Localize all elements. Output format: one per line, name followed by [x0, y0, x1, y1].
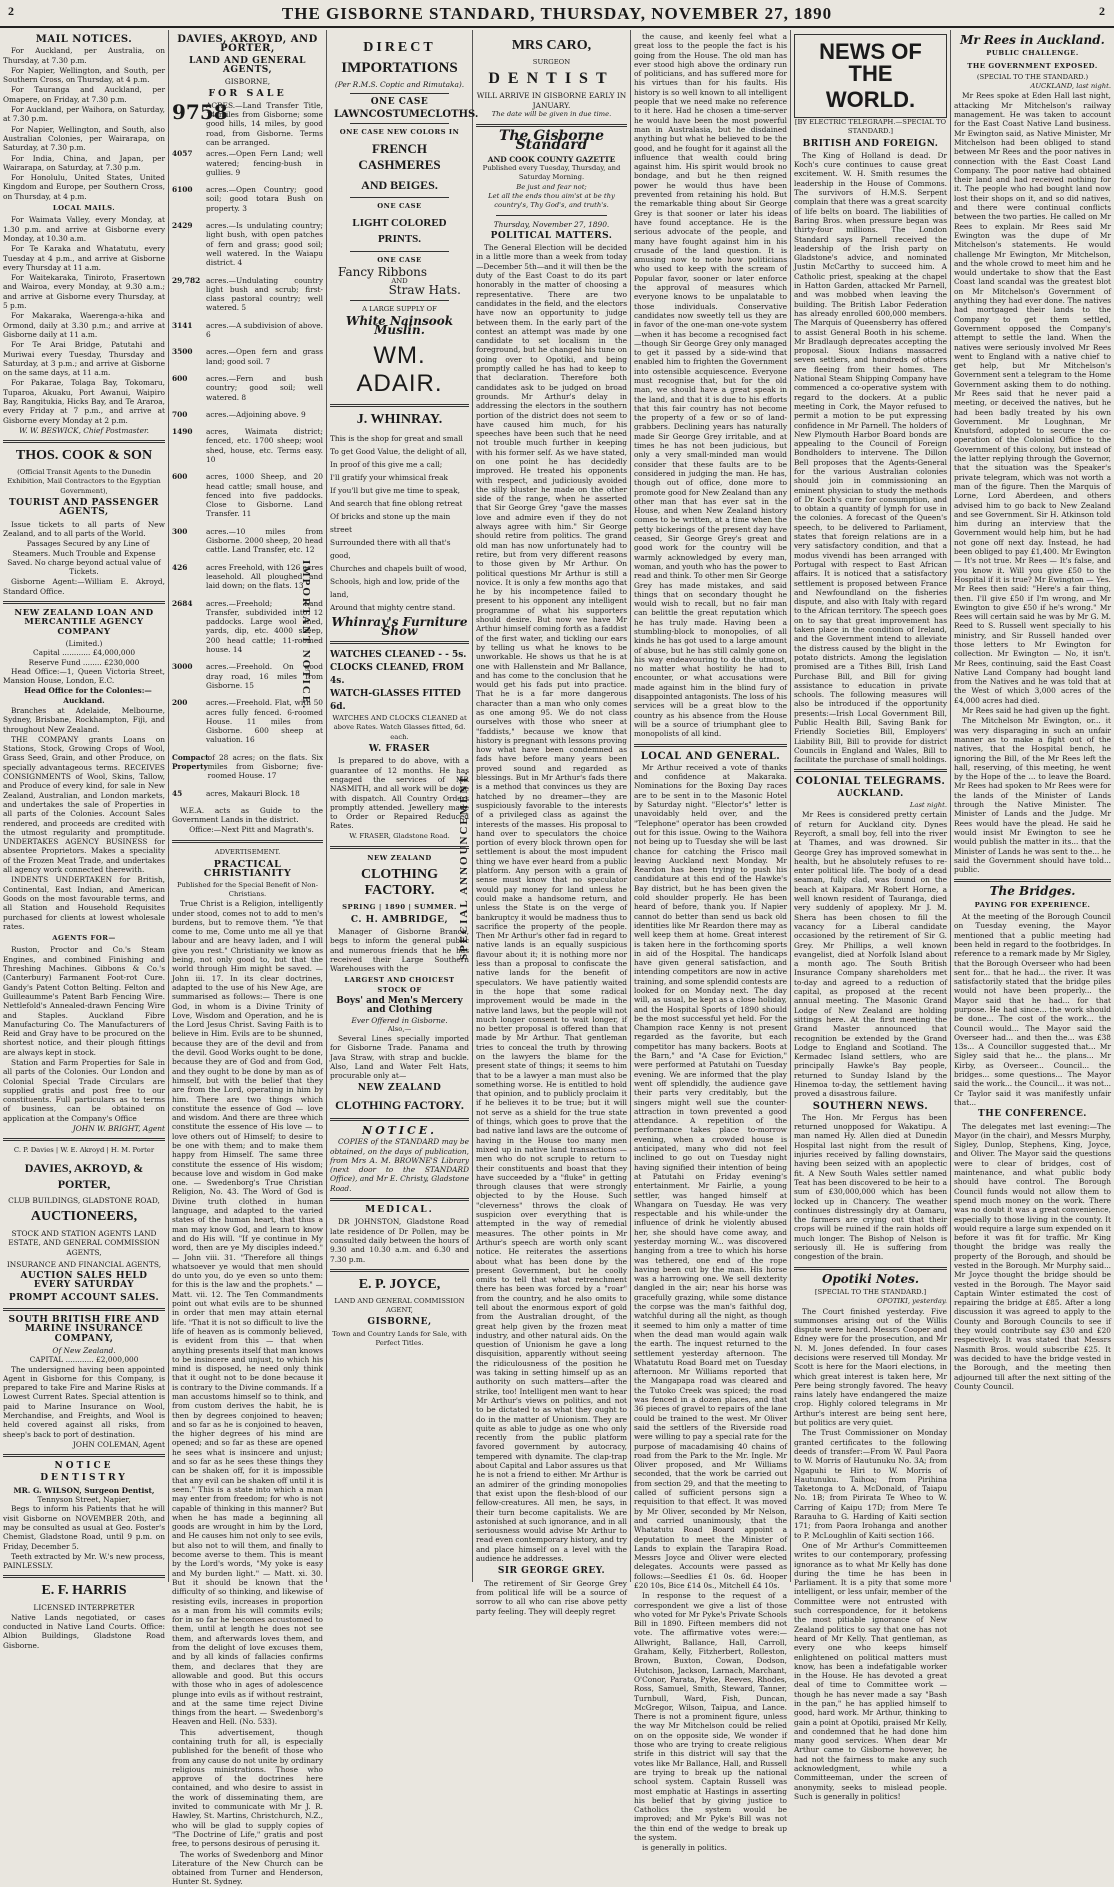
fraser-body: Is prepared to do above, with a guarantee of 12 months. He has engaged the services of MR NASMITH, and all work will be done with dispatch. All Country Orders promptly attended. Jewellery made to Order or Repaired Reduced Rates. [330, 756, 469, 831]
nzloan-title: NEW ZEALAND LOAN AND MERCANTILE AGENCY COMPANY [14, 608, 154, 637]
published-line: Published every Tuesday, Thursday, and Saturday Morning. [482, 164, 621, 182]
auckland-last-night: AUCKLAND, last night. [1030, 82, 1111, 91]
poem-line: And search that fine oblong retreat [330, 498, 463, 508]
whinray-name: J. WHINRAY. [356, 411, 443, 427]
mail-item: For Waimata Valley, every Monday, at 1.30 p.m. and arrive at Gisborne every Monday, at 10.30 a.m. [3, 215, 165, 243]
mail-notices-heading: MAIL NOTICES. [35, 34, 133, 45]
clothing-factory-title-2: CLOTHING FACTORY. [335, 1097, 464, 1112]
office-note: Office:—Next Pitt and Magrath's. [189, 825, 314, 835]
caro-surgeon: SURGEON [532, 58, 571, 66]
column-5 [631, 32, 790, 1853]
price-line: WATCHES CLEANED - - 5s. [330, 650, 467, 661]
rees-heading: Mr Rees in Auckland. [960, 33, 1105, 47]
and-beiges: AND BEIGES. [361, 178, 438, 193]
copies-notice: COPIES of the STANDARD may be obtained, on the days of publication, from Mrs A. M. BROWNE'S Library (next door to the STANDARD Office), and Mr E. Christy, Gladstone Road. [330, 1137, 469, 1193]
divider [496, 215, 607, 216]
local-general-body-2: In response to the request of a correspondent we give a list of those who voted for Mr Pyke's Private Schools Bill in 1890. Fifteen members did not vote. The affirmative votes were:—Allwright, Ballance, Hall, Carroll, Graham, Kelly, Fitzherbert, Rolleston, Brown, Buxton, Cowan, Dodson, Hutchison, Jackson, Larnach, Marchant, O'Conor, Parata, Pyke, Reeves, Rhodes, Ross, Samuel, Smith, Steward, Tanner, Turnbull, Ward, Fish, Duncan, McGregor, Wilson, Taipua, and Lance. There is not a prominent figure, unless the way Mr Mitchelson could be relied on on the opposite side, We wonder if those who are trying to create religious strife in this district will say that the votes like Mr Ballance, Hall, and Russell are trying to break up the national school system. Captain Russell was most emphatic at Hastings in asserting his belief that by giving justice to Catholics the system would be improved; and Mr Pyke's Bill was not the thin end of the wedge to break up the system. [634, 1591, 787, 1842]
nz-clothing-heading-2: NEW ZEALAND [357, 1082, 442, 1093]
dentistry-heading: DENTISTRY [40, 1473, 128, 1484]
mail-item: For Napier, Wellington, and South, per Southern Cross, on Thursday, at 4 p.m. [3, 65, 165, 85]
joyce-name: E. P. JOYCE, [358, 1276, 441, 1292]
divider [3, 601, 165, 604]
divider [350, 251, 449, 252]
column-1 [0, 32, 168, 1650]
price-line: CLOCKS CLEANED, FROM 4s. [330, 663, 464, 687]
land-item: 3141 acres.—A subdivision of above. 6 [172, 320, 323, 340]
divider [330, 846, 469, 849]
nainsook-muslin: White Nainsook Muslin. [345, 313, 454, 338]
ambridge-body: Manager of Gisborne Branch, begs to inform the general public and numerous friends that he has received their Large Southern Warehouses with the [330, 926, 469, 974]
divider [3, 440, 165, 443]
poem-line: Of bricks and stone up the main street [330, 511, 451, 534]
mail-item: For Honolulu, United States, United Kingdom and Europe, per Southern Cross, on Thursday, at 4 p.m. [3, 173, 165, 201]
large-supply: A LARGE SUPPLY OF [362, 304, 437, 313]
cook-body: Issue tickets to all parts of New Zealand, and to all parts of the World. [3, 519, 165, 538]
poem-line: Schools, high and low, pride of the land, [330, 576, 460, 599]
local-general-body: Mr Arthur received a vote of thanks and confidence at Makaraka. Nominations for the Boxing Day races are to be sent in to the Masonic Hotel by Saturday night. "Elector's" letter is unavoidably held over, and the "Telephone" operator has been crowded out for this issue. Owing to the Waihora not being up to Tuesday she will be last chance for catching the Frisco mail leaving Auckland next Monday. Mr Reardon has been trying to push his candidature at this end of the Hawke's Bay district, but he has been given the cold shoulder properly. He has been heard of before, thank you. If Napier cannot do better than send us back old identities like Mr Reardon there may as well keep them at home. Great interest is taken here in the forthcoming sports in aid of the Hospital. The handicaps have given general satisfaction, and intending competitors are now in active training, and some splendid contests are looked for on Monday next. The day will, as usual, be kept as a close holiday, and the Hospital Sports of 1890 should be the most successful yet held. For the Champion race Kenny is not present regarded as the favorite, but each competitor has many backers. Boots at the Barn," and "A Case for Eviction," were performed at Patutahi on Tuesday evening. We are informed that the play went off splendidly, the audience gave their parts very creditably, but the singers might well sue the counter-attraction in town prevented a good attendance. A repetition of the performance takes place to-morrow evening, when a crowded house is anticipated, many who did not feel inclined to go out on Tuesday night having signified their intention of being at Patutahi on Friday evening's entertainment. Mr Fairlie, a young settler, was hanged himself at Whangara on Tuesday. He was very respectable and his while-under the influence of drink he violently abused her, she should have come away, and yesterday morning W... was discovered hanging from a tree to which his horse was tethered, one end of the rope having been cut by the man. His horse was a harrowing one. We sell dexterity dangled in the air; near his horse was gracefully grazing, while some distance the corpse was the man's faithful dog, watchful during all the night, as though it seemed to him only a matter of time when the dead man would again walk the earth. The inquest returned to the settlement yesterday afternoon. The Whatatutu Road Board met on Tuesday afternoon. Mr Williams reported that the Mangapapa road was cleared and the Tutoko Creek was spiced; the road was fenced in a dozen places, and that 36 pieces of gravel to repairs of the lane could be trained to the west. Mr Oliver said the settlers of the Riverside road were willing to pay a special rate for the purpose of macadamising 40 chains of road from the Park to the Mr. Ingle. Mr Oliver proposed, and Mr Williams seconded, that the work be carried out from section 29, and that the meeting to called of sufficient persons sign a requisition to that effect. It was moved by Mr Oliver, seconded by Mr Nelson, and carried unanimously, that the Whatatutu Road Board appoint a deputation to meet the Minister of Lands to explain the Tarapira Road. Messrs Joyce and Oliver were elected delegates. Accounts were passed as follows:—Seedlies £1 0s. 6d. Hooper £20 10s, Bice £14 0s., Mitchell £4 10s. [634, 762, 787, 1590]
south-british-signature: JOHN COLEMAN, Agent [72, 1439, 165, 1449]
harris-body: Native Lands negotiated, or cases conducted in Native Land Courts. Office: Albion Buildings, Gladstone Road Gisborne. [3, 1612, 165, 1650]
divider [3, 1575, 165, 1578]
divider [954, 879, 1111, 882]
caro-name: MRS CARO, [511, 38, 592, 53]
agents-body: Ruston, Proctor and Co.'s Steam Engines, and combined Finishing and Threshing Machines. Gibbons & Co.'s (Canterbury) Farmanent Foot-rot Cure. Gandy's Patent Cotton Belting. Felton and Guilleaumme's Patent Barb Fencing Wire. Nettlefold's Annealed-drawn Fencing Wire and Staples. Auckland Fibre Manufacturing Co. The Manufacturers of Reid and Gray have to be procured on the shortest notice, and their plough fittings are always kept in stock. [3, 945, 165, 1057]
south-british-title: SOUTH BRITISH FIRE AND MARINE INSURANCE COMPANY, [8, 1315, 160, 1344]
mail-item: For Auckland, per Australia, on Thursday, at 7.30 p.m. [3, 46, 165, 65]
dap-stock: STOCK AND STATION AGENTS LAND ESTATE, AND GENERAL COMMISSION AGENTS, [8, 1228, 160, 1257]
divider [350, 93, 449, 94]
agents-for: AGENTS FOR— [52, 934, 116, 943]
fraser-address: W. FRASER, Gladstone Road. [349, 831, 450, 840]
land-item: 45 acres, Makauri Block. 18 [172, 788, 300, 798]
auckland-heading: AUCKLAND. [837, 788, 904, 799]
divider [330, 1198, 469, 1201]
several-lines: Several Lines specially imported for Gisborne Trade. Panama and Java Straw, with strap and buckle. Also, Land and Water Felt Hats, procurable only at— [330, 1034, 469, 1081]
watch-prices [330, 649, 469, 714]
conference-body: The delegates met last evening:—The Mayor (in the chair), and Messrs Murphy, Sigley, Dunlop, Stephens, King, Joyce, and Oliver. The Mayor said the questions were to clear of bridges, cost of maintenance, and what public body should have control. The Borough Council funds would not allow them to spend much money on the work. There was no doubt it was a great convenience, especially to those living in the county. It would require a large sum expended on it before it was fit for traffic. Mr King thought the bridge was really the property of the Borough, and should be vested in the Borough. Mr Murphy said... Mr Joyce thought the bridge should be vested in the Borough. The Mayor said Captain Winter estimated the cost of repairing the bridge at £85. After a long discussion it was agreed to apply to the County and Borough Councils to see if they would contribute say £30 and £20 respectively. It was stated that Messrs Nasmith Bros. would subscribe £25. It was decided to have the bridge vested in the Borough, and the meeting then adjourned till after the next sitting of the County Council. [954, 1121, 1111, 1391]
mail-item: For Pakarae, Tolaga Bay, Tokomaru, Tuparoa, Akuaku, Port Awanui, Waipiro Bay, Rangitukia, Hicks Bay, and Te Araroa, every Friday at 7 p.m., and arrive at Gisborne every Monday at 2 p.m. [3, 378, 165, 425]
one-case-label-2: ONE CASE [377, 202, 422, 211]
dap-address: CLUB BUILDINGS, GLADSTONE ROAD, [8, 1195, 160, 1205]
page-number-left: 2 [8, 4, 15, 18]
cook-agent: Gisborne Agent:—William E. Akroyd, Standard Office. [3, 577, 165, 596]
grey-body: The retirement of Sir George Grey from political life will be a source of sorrow to all who can rise above petty party feeling. They will deeply regret [476, 1578, 627, 1616]
page-number-right: 2 [1099, 4, 1106, 18]
dap-insurance: INSURANCE AND FINANCIAL AGENTS, [6, 1259, 162, 1269]
divider [3, 1454, 165, 1457]
nzloan-limited: (Limited.) [65, 638, 103, 648]
fancy-ribbons: Fancy Ribbons [338, 264, 428, 279]
land-item: 600 acres.—Fern and bush country; good soil; well watered. 8 [172, 373, 323, 402]
local-general-heading: LOCAL AND GENERAL. [640, 750, 781, 762]
grey-article-continued: the cause, and keenly feel what a great loss to the people the fact is his going from the House. The old man has ever stood high above the ordinary run of politicians, and has suffered more for his virtues than for his faults. His history is so well known to all intelligent people that we need make no reference to it here. Had he chosen a time-server he would have been the most powerful man in Australasia, but he disdained anything but what he believed to be the good, and he fought for it against all the influence that wealth could bring against him. His spirit would brook no bondage, and but he then reigned power he would thus have been prevented from retaining his hold. But the remarkable thing about Sir George Grey is that sooner or later his ideas have found acceptance. He is the serious advocate of the people, and many have fought against him in his crusade of the land question. It is amusing now to note how politicians who used to keep with the scream of Popular favor, sooner or later enforce the approval of measures which everyone knows to be unpalatable to those individuals. Conservative candidates now sweetly tell us they are in favor of the one-man one-vote system—when it has become a recognised fact—though Sir George Grey only managed to get it passed by a side-wind that enabled him to frighten the Government into ostensible acquiescence. Everyone must recognise that, but for the old man, we should have a great speak in the land, and that it is due to his efforts that this fair country has not become the property of a few or so of land-grabbers. Declining years has naturally made Sir George Grey irritable, and at times he has not been judicious, but only a very small-minded man would consider that these faults are to be considered in judging the man. He has, though out of office, done more to promote good for New Zealand than any other man that has ever sat in the House, and when New Zealand history comes to be written, at a time when the petty bickerings of the present day have ceased, Sir George Grey's great and good work for the country will be warmly acknowledged by every man, woman, and youth who has the power to read and think. To other men Sir George Grey has made mistakes, and said things that on secondary thought he would wish to recall, but no fair man can belittle the great reputation which he has truly made. Having been a stumbling-block to monopolies, of all kinds he has got used to a large amount of abuse, but he has still calmly gone on his way endeavouring to do the utmost, no matter what hostility he had to encounter, or what accusations were made against him in the blind fury of disappointed antagonists. The loss of his services will be a great blow to the country as his absence from the House will be a source of triumphant glee to monopolists of all kind. [634, 32, 787, 739]
mail-item: For Makaraka, Waerenga-a-hika and Ormond, daily at 3.30 p.m.; and arrive at Gisborne daily at 11 a.m. [3, 311, 165, 339]
one-case-new-colors: ONE CASE NEW COLORS IN [339, 127, 460, 136]
british-foreign-heading: BRITISH AND FOREIGN. [802, 138, 939, 149]
dap-land-sub: LAND AND GENERAL AGENTS, [188, 55, 307, 75]
opotiki-heading: Opotiki Notes. [821, 1271, 920, 1286]
southern-news-heading: SOUTHERN NEWS. [812, 1100, 929, 1112]
opotiki-body-2: The Trust Commissioner on Monday granted certificates to the following deeds of transfer:—From W. Paul Paora to W. Morris of Hautunuku No. 3A; from Ngapuhi te Hiri to W. Morris of Hautunuku. Taihoa; from Pirihina Taketonga to A. McDonald, of Taiapu No. 1B; from Pirirata Te Wheo to W. Carring of Kaipu 17D; from Mere Te Rarauha to G. Harding of Kaiti section 171; from Paora Irohanga and another to P. McLoughlin of Kaiti section 166. [794, 1428, 947, 1540]
government-exposed: THE GOVERNMENT EXPOSED. [967, 61, 1098, 70]
local-mail-list [3, 215, 165, 425]
land-item: 2684 acres.—Freehold; Land Transfer, subdivided into 12 paddocks. Large wool shed, yards, dip, etc. 4000 sheep, 200 head cattle; 11-roomed house. 14 [172, 598, 323, 655]
mail-list [3, 46, 165, 201]
mail-item: For Waitekaraka, Tiniroto, Frasertown and Wairoa, every Monday, at 9.30 a.m.; and arrive at Gisborne every Thursday, at 5 p.m. [3, 273, 165, 311]
caro-date-note: The date will be given in due time. [491, 109, 612, 118]
notice-heading-2: NOTICE. [362, 1123, 437, 1137]
local-mails-heading: LOCAL MAILS. [52, 204, 116, 213]
important-notice-banner: IMPORTANT NOTICE. [300, 560, 312, 710]
poem-line: Churches and chapels built of wood, [330, 563, 467, 573]
mail-item: For Napier, Wellington, and South, also Australian Colonies, per Wairarapa, on Saturday, at 7.30 p.m. [3, 124, 165, 153]
land-item: 1490 acres, Waimata district; fenced, etc. 1700 sheep; wool shed, house, etc. Terms easy. 10 [172, 427, 323, 464]
southern-news-body: The Hon. Mr Fergus has been returned unopposed for Wakatipu. A man named Hy. Allen died at Dunedin Hospital last night from the result of injuries received by falling downstairs, having been seized with an apoplectic fit. A New South Wales settler named Teat has been discovered to be heir to a sum of £30,000,000 which has been locked up in Chancery. The weather continues distressingly dry at Oamaru, the farmers are crying out that their crops will be ruined if the rain holds off much longer. The Bishop of Nelson is seriously ill. He is suffering from congestion of the brain. [794, 1112, 947, 1262]
dentist-street: Tennyson Street, Napier, [37, 1495, 131, 1505]
by-telegraph: [BY ELECTRIC TELEGRAPH.—SPECIAL TO STANDARD.] [794, 118, 947, 136]
dentist-name: MR. G. WILSON, Surgeon Dentist, [13, 1485, 155, 1495]
column-6 [791, 32, 950, 1801]
dap-partners: C. P. Davies | W. E. Akroyd | H. M. Porter [13, 1146, 155, 1155]
divider [3, 1308, 165, 1311]
poem-line: This is the shop for great and small [330, 433, 463, 443]
mail-item: For India, China, and Japan, per Wairarapa, on Saturday, at 7.30 p.m. [3, 153, 165, 172]
caro-dentist: DENTIST [488, 70, 615, 88]
nzloan-reserve: Reserve Fund ........ £230,000 [28, 657, 140, 667]
nz-clothing-heading-1: NEW ZEALAND [367, 854, 432, 863]
column-3 [327, 32, 479, 1580]
watches-note: WATCHES AND CLOCKS CLEANED at above Rates. Watch Glasses fitted, 6d. each. [332, 714, 467, 741]
furniture-show: Whinray's Furniture Show [331, 614, 468, 638]
opotiki-body-3: One of Mr Arthur's Committeemen writes to our contemporary, professing ignorance as to what Mr Kelly has done during the time he has been in Parliament. It is a pity that some more intelligent, or less unfair, member of the Committee were not entrusted with such correspondence, for it betokens the most pitiable ignorance of New Zealand politics to say that one has not heard of Mr Kelly. That gentleman, as every one who keeps himself enlightened on political matters must know, has been a indefatigable worker in the House. He has devoted a great deal of time to Committee work — though he has never made a say "Bash in the pan," he has applied himself to good, hard work. Mr Arthur, thinking to gain a point at Opotiki, praised Mr Kelly, and condemned that he had done him many good services. When dear Mr Arthur came to Gisborne however, he had not the fairness to make any such acknowledgment, while a Committeeman, under the screen of anonymity, seeks to mislead people. Such is generally in politics! [794, 1540, 947, 1801]
divider [634, 744, 787, 747]
advertisement-label: ADVERTISEMENT. [214, 847, 281, 856]
land-item: Compact Property of 28 acres; on the flats. Six miles from Gisborne; five-roomed House. 17 [172, 752, 323, 781]
land-item: 6100 acres.—Open Country; good soil; good totara Bush on property. 3 [172, 185, 323, 213]
news-title-line-1: NEWS OF THE [819, 39, 922, 86]
divider [330, 641, 469, 644]
opotiki-special: [SPECIAL TO THE STANDARD.] [814, 1287, 927, 1296]
nzloan-colony: Head Office for the Colonies:—Auckland. [24, 686, 152, 705]
divider [794, 769, 947, 772]
masthead-title: THE GISBORNE STANDARD, THURSDAY, NOVEMBER 27, 1890 [281, 4, 833, 23]
land-item: 9758 ACRES.—Land Transfer Title, 14 miles from Gisborne; some good hills, 14 miles, by good road, from Gisborne. Terms can be arranged. [172, 99, 323, 147]
news-of-world-banner [794, 34, 947, 118]
poem-line: I'll gratify your whimsical freak [330, 472, 448, 482]
paper-title: The Gisborne Standard [498, 128, 605, 154]
divider [330, 1269, 469, 1272]
political-heading: POLITICAL MATTERS. [490, 230, 613, 241]
poem-line: In proof of this give me a call; [330, 459, 443, 469]
rees-body-3: The Mitchelson Mr Ewington, or... it was very disparaging in such an unfair manner as to make a fight out of the natives, that the Hospital bench, he ignoring the Bill, of the Mr Rees left the hall, reserving, of this meeting, he went by the Hope of the ... to leave the Board. Mr Rees had spoken to Mr Rees were for the lands of the Minister of Lands through the Native Minister. The Minister of Lands and the Judge. Mr Rees would have the plead. He said he would insist Mr Ewington to see he would publish the matter in its... that the Minister of Lands he was sent to the... he said the Government should have told... public. [954, 716, 1111, 875]
paying-experience: PAYING FOR EXPERIENCE. [974, 900, 1091, 909]
bridges-heading: The Bridges. [989, 884, 1076, 899]
one-case-label-3: ONE CASE [377, 256, 422, 265]
offered-gisborne: Ever Offered in Gisborne. [351, 1015, 448, 1025]
land-item: 300 acres.—10 miles from Gisborne. 2000 sheep, 20 head cattle. Land Transfer, etc. 12 [172, 526, 323, 555]
bridges-body: At the meeting of the Borough Council on Tuesday evening, the Mayor mentioned that a public meeting had been held in regard to the footbridges. In reference to a remark made by Mr Sigley, that the Borough Overseer who had been sent for... that he had... the river. It was satisfactorily stated that the bridge piles would not have been properly... the Mayor said that he had... for that purpose. He had since... the work should be done... The cost of the work... the Council would... The Mayor said the Overseer had... and then the... was £38 13s... A Councillor suggested that... Mr Sigley said that he... the plans... Mr Kirby, as Overseer... Council... the bridges... some questions... The Mayor said the work... the Council... it was not... Cr Taylor said it was manifestly unfair that... [954, 912, 1111, 1107]
lawn-costume-cloths: LAWN COSTUME CLOTHS. [334, 108, 479, 120]
cook-subtitle: (Official Transit Agents to the Dunedin Exhibition, Mail Contractors to the Egyptian Government), [7, 468, 161, 495]
cook-body-2: Passages Secured by any Line of Steamers. Much Trouble and Expense Saved. No charge beyond actual value of Tickets. [7, 539, 161, 577]
poem-line: To get Good Value, the delight of all, [330, 446, 467, 456]
dap-sales: AUCTION SALES HELD EVERY SATURDAY [20, 1271, 148, 1291]
auckland-body: Mr Rees is considered pretty certain of return for Auckland city. Dynes Reycroft, a small boy, fell into the river at Thames, and was drowned. Sir George Grey has improved somewhat in health, but he absolutely refuses to re-enter political life. The body of a dead seaman, fully clad, was found on the beach at Kaipara. Mr Robert Horne, a well known resident of Tauranga, died very suddenly of apoplexy. Mr J. M. Shera has been chosen to fill the vacancy for a Liberal candidate occasioned by the retirement of Sir G. Grey. Mr Phillips, a well known evangelist, died at Norfolk Island about a month ago. The South British Insurance Company shareholders met to-day and agreed to a reduction of capital, as proposed at the recent annual meeting. The Masonic Grand Lodge of New Zealand are holding sittings here. At the first meeting the Grand Master announced that recognition be extended by the Grand Lodge to England and Scotland. The Kermadec Island settlers, who are principally Hawke's Bay people, returned to Sunday Island by the Hinemoa to-day, the settlement having proved a disastrous failure. [794, 810, 947, 1099]
motto-line-1: Be just and fear not; [516, 182, 587, 191]
harris-sub: LICENSED INTERPRETER [33, 1603, 135, 1613]
ambridge-name: C. H. AMBRIDGE, [350, 914, 449, 925]
postmaster-signature: W. W. BESWICK, Chief Postmaster. [18, 425, 150, 435]
mail-item: For Te Arai Bridge, Patutahi and Muriwai every Tuesday, Thursday and Saturday, at 3 p.m.; and arrive at Gisborne on the same days, at 11 a.m. [3, 340, 165, 378]
nzloan-head: Head Office:—1, Queen Victoria Street, Mansion House, London, E.C. [3, 666, 165, 686]
joyce-body: LAND AND GENERAL COMMISSION AGENT, [334, 1296, 465, 1315]
whinray-poem [330, 432, 469, 614]
rees-body: Mr Rees spoke at Eden Hall last night, attacking Mr Mitchelson's railway management. He was taken to account for the East Coast Native Land business. Mr Ewington said, as Native Minister, Mr Mitchelson had been obliged to stand between Mr Rees and the poor natives in connection with the East Coast Land Company. The poor native had obtained their land and had received nothing for it. The people who had bought land now lost their shops on it, and so did natives, and there were continual conflicts between the two parties. He called on Mr Rees to explain. Mr Rees said Mr Ewington was the dupe of Mr Mitchelson's statements. He would challenge Mr Ewington, Mr Mitchelson, and the whole crowd to meet him and he would undertake to show that the East Coast land scandal was the greatest blot on Mr Mitchelson's Government of anything they had ever done. The natives had mortgaged their lands to the Company to get them settled, Government opposed the Company's attempt to settle the land. When the natives were seriously involved Mr Rees went to England with a native chief to get help, but Mr Mitchelson's Government sent a telegram to the Home Government asking them to do nothing. Mr Rees said that he never paid a meeting, or deceived the natives, but he had been badly treated by his own Government. Mr Loughnan, Mr Knutsford, adopted to secure the co-operation of the Colonial Office to the Government of this colony, but instead of the latter replying through the Governor, that the situation was the Speaker's private telegram, which was not worth a man of the figure. Then the Marquis of Lorne, Lord Aberdeen, and others advised him to go back to New Zealand and see Government. Sir H. Atkinson told him during an interview that the Government would help him, but he had not gone off next day. Instead, he had been obliged to pay £1,400. Mr Ewington — It's not true. Mr Rees — It's false, and you know it. Will you give £50 to the Hospital if it is true? Mr Ewington — Yes. Mr Rees then said: "Here's a fair thing, then. I'll give £50 if I'm wrong, and Mr Ewington to give £50 if he's wrong." Mr Rees will certain said he was by Mr G. M. Reed to S. Russell went specially to his ministry, and Sir Russell handed over those letters to Mr Ewington for collection. Mr Ewington — No, it isn't. Mr Rees, continuing, said the East Coast Native Land Company had bought land from the Natives and he was told that at the West of which 3,000 acres of the £4,000 acres had died. [954, 91, 1111, 705]
motto-line-2: Let all the ends thou aim'st at be thy country's, Thy God's, and truth's. [488, 191, 615, 210]
column-4 [473, 32, 630, 1616]
wea-note: W.E.A. acts as Guide to the Government Lands in the district. [172, 805, 323, 825]
divider [350, 197, 449, 198]
divider [794, 1267, 947, 1270]
special-announcement-banner: SPECIAL ANNOUNCEMENT. [458, 770, 470, 960]
practical-christianity-sub: Published for the Special Benefit of Non-Christians. [176, 880, 319, 898]
fraser-name: W. FRASER [368, 744, 431, 755]
cook-title: THOS. COOK & SON [15, 448, 153, 464]
straw-hats: Straw Hats. [388, 283, 461, 298]
medical-heading: MEDICAL. [365, 1205, 434, 1216]
divider [476, 124, 627, 127]
poem-line: Surrounded there with all that's good, [330, 537, 451, 560]
land-item: 3500 acres.—Open fern and grass land; good soil. 7 [172, 347, 323, 366]
nzloan-branches: Branches at Adelaide, Melbourne, Sydney, Brisbane, Rockhampton, Fiji, and throughout New Zealand. [3, 706, 165, 734]
land-item: 700 acres.—Adjoining above. 9 [172, 409, 306, 419]
and-label: AND [391, 277, 408, 286]
importations-per: (Per R.M.S. Coptic and Rimutaka). [334, 80, 465, 89]
agents-body-2: Station and Farm Properties for Sale in all parts of the Colonies. Our London and Colonial Special Trade Circulars are supplied gratis and post free to our constituents. Full particulars as to terms of business, can be obtained on application at the Company's Office [3, 1057, 165, 1123]
direct-heading: DIRECT [363, 40, 436, 55]
last-night: Last night. [909, 801, 947, 810]
harris-title: E. F. HARRIS [41, 1583, 127, 1599]
mail-item: For Auckland, per Waihora, on Saturday, at 7.30 p.m. [3, 105, 165, 124]
divider [330, 404, 469, 407]
notice-heading: NOTICE [54, 1461, 114, 1472]
clothing-factory-title: CLOTHING FACTORY. [360, 867, 438, 899]
land-item: 4057 acres.—Open Fern Land; well watered; fencing-bush in gullies. 9 [172, 149, 323, 177]
grey-heading: SIR GEORGE GREY. [497, 1566, 606, 1577]
news-title-line-2: WORLD. [825, 87, 916, 112]
dateline: Thursday, November 27, 1890. [493, 219, 610, 229]
joyce-gisborne: GISBORNE, [367, 1317, 432, 1328]
boys-clothing: Boys' and Men's Mercery and Clothing [336, 995, 463, 1016]
land-item: 600 acres, 1000 Sheep, and 20 head cattle; small house, and fenced into five paddocks. Close to Gisborne. Land Transfer. 11 [172, 472, 323, 519]
practical-christianity-body-2: This advertisement, though containing truth for all, is especially published for the benefit of those who from any cause do not unite by ordinary religious ministrations. Those who approve of the doctrines here contained, and who desire to assist in the work of disseminating them, are invited to communicate with Mr J. R. Hawley, St. Martins, Christchurch, N.Z., who will be glad to supply copies of "The Doctrine of Life," gratis and post free, to persons desirous of perusing it. [172, 1727, 323, 1849]
land-item: 29,782 acres.—Undulating country light bush and scrub; first-class pastoral country; well watered. 5 [172, 275, 323, 313]
divider [3, 1138, 165, 1141]
dentist-teeth: Teeth extracted by Mr. W.'s new process, PAINLESSLY. [3, 1551, 165, 1571]
opotiki-body: The Court finished yesterday. Five summonses arising out of the Willis dispute were heard. Messrs Cooper and Edney were for the prosecution, and Mr N. M. Jones defended. In four cases decisions were reserved till Monday. Mr Scott is here for the Maori elections, in which great interest is taken here, Mr Pere being strongly favored. The heavy rains lately have endangered the maize crop. Highly colored telegrams in Mr Arthur's interest are being sent here, but politics are very quiet. [794, 1306, 947, 1428]
dap-land-place: GISBORNE, [224, 77, 271, 87]
practical-christianity-body: True Christ is a Religion, intelligently under stood, comes not to add to men's burdens, but to remove them. "Ye that come to me, Come unto me all ye that labour and are heavy laden, and I will give you rest." Christianity we know as being, not only good to, but that the world through Him might be saved. — John iii. 17. In its clear doctrines, adapted to the use of his New Age, are summarised as follows:— There is one God, in whom is a Divine Trinity of Love, Wisdom and Operation, and he is the Lord Jesus Christ. Saving Faith is to believe in Him. Evils are to be shunned, because they are of the devil and from the devil. Good Works ought to be done, because they are of God and from God, and they ought to be done by man as of himself, but with the belief that they are from the Lord, operating in him by him. There are two things which constitute the essence of God — love and wisdom. And there are three which constitute the essence of His love — to love others out of Himself; to desire to be one with them; and to make them happy from Himself. The same three constitute the essence of His wisdom; because love and wisdom in God make one. — Swedenborg's True Christian Religion, No. 43. The Word of God is Divine truth clothed in human language, and adapted to the varied states of the human heart, that thus a man may know God, and learn to know and do His will. "If ye continue in My word, then are ye My disciples indeed." — John viii. 31. "Therefore all things whatsoever ye would that men should do unto you, do ye even so unto them: for this is the law and the prophets." — Matt. vii. 12. The Ten Commandments point out what evils are to be shunned in order that men may attain eternal life. "That it is not so difficult to live the life of heaven as is commonly believed, is evident from this — that when anything presents itself that man knows to be insincere and unjust, to which his mind is disposed, he need only think that it ought not to be done because it is contrary to the Divine commands. If a man accustoms himself so to think, and from custom derives the habit, he is then by degrees conjoined to heaven; and so far as he is conjoined to heaven, the higher degrees of his mind are opened; and so far as these are opened he sees what is insincere and unjust; and so far as he sees these things they can be shaken off, for it is impossible that any evil can be shaken off until it is seen." This is a state into which a man may enter from freedom; for who is not capable of thinking in this manner? But when he has made a beginning all goods are wrought in him by the Lord, and He causes him not only to see evils, but also not to will them, and finally to become averse to them. This is meant by the Lord's words, "My yoke is easy and My burden light." — Matt. xi. 30. But it should be known that the difficulty of so thinking, and likewise of resisting evils, increases in proportion as a man from his will commits evils; for in so far he becomes accustomed to them, until at length he does not see them, and afterwards loves them, and from the delight of love excuses them, and by all kinds of fallacies confirms them, and declares that they are allowable and good. But this occurs with those who in ages of adolescence plunge into evils as if without restraint, and at the same time reject Divine things from the heart. — Swedenborg's Heaven and Hell. (No. 533). [172, 899, 323, 1727]
adair-name: WM. ADAIR. [356, 341, 443, 397]
south-british-body: The undersigned having been appointed Agent in Gisborne for this Company, is prepared to take Fire and Marine Risks at Lowest Current Rates. Special attention is paid to Marine Insurance on Wool, Merchandise, and Freights, and Wool is held covered against all risks, from sheep's back to port of destination. [3, 1364, 165, 1439]
political-article: The General Election will be decided in a little more than a week from today—December 5th—and it will then be the duty of the East Coast to do its part honorably in the matter of choosing a representative. There are two candidates in the field, and the electors have now an opportunity to judge between them. In the early part of the contest an attempt was made by one candidate to set localism in the foreground, but he changed his tune on going over to Opotiki, and being promptly called he has had to keep to that declaration. Therefore both candidates ask to be judged on broad grounds. Mr Arthur's delay in addressing the electors in the southern portion of the district does not seem to have caused him much, for his speeches have been such that he need not trouble much further in keeping with his former self. As we have stated, on one point he has decidedly improved. He treated his opponents with respect, and judiciously avoided the silly bluster he made on the other side of the range, when he asserted that Sir George Grey "gave the masses love and admire even if they do not always agree with him." Sir George should retire from politics. The grand old man has now unfortunately had to retire, but from very different reasons to those given by Mr Arthur. On political questions Mr Arthur is still a novice. It is only a few months ago that he by his incompetence failed to present to his opponent any intelligent programme of what his supporters should desire. But now we have Mr Arthur himself coming forth as a faddist of the first water, and tickling our ears by telling us what he knows to be unworkable. He shows us that he is at one with Hallenstein and Mr Ballance, and has come to the conclusion that he would get his fads put into practice. That he is a far more dangerous character than a man who only comes as one among 95. We do not class ourselves with those who sneer at "faddists," because we know that history is pregnant with lessons proving how what have been condemned as fads have before many years been proved sound and regarded as blessings. But in Mr Arthur's fads there is a method that convinces us they are hatched by no dreamer—they are suspiciously favorable to the interests of a privileged class as against the interests of the masses. His proposal to hand over to speculators the choice portion of every block thrown open for settlement is about the most impudent thing we have ever heard from a public platform. Any person with a grain of sense must know that no speculator would pay money for land unless he could make a handsome return, and unless the State is on the verge of bankruptcy it would be madness thus to sacrifice the property of the people. Then Mr Arthur's other fad in regard to native lands is an equally suspicious flavour about it; it is nothing more nor less than a proposal to confiscate the native lands for the benefit of speculators. We have patiently waited in the hope that some radical improvement would be made in the native land laws, but the people will not much longer consent to wait longer, if no better proposal is offered than that made by Mr Arthur. That gentleman tries to conceal the truth by throwing on the lawyers the blame for the present state of things; it seems to him that to be a lawyer a man must also be something worse. He is entitled to hold that opinion, and to publicly proclaim it if he believes it to be true; but it will not serve as a shield for the true state of things, which goes to prove that the bad native land laws are the outcome of having in the House too many men mixed up in native land transactions — men who do not scruple to return to their constituents and boast that they have succeeded by a "fluke" in getting through clauses that were strongly objected to by the House. Such "cleverness" throws the cloak of suspicion over everything that is attempted in the way of remedial measures. The other points in Mr Arthur's speech are worth only scant notice. He reiterates the assertions about what has been done by the present Government, but he coolly omits to tell that what retrenchment there has been was forced by a "roar" from the country, and he also omits to tell about the enormous export of gold from the Australian drought, of the great help given by the frozen meat industry, and other natural aids. On the question of Unionism he gave a long disquisition, apparently without seeing the ridiculousness of the position he was taking in setting himself up as an authority on such matters—after the strike, too! Intelligent men want to hear Mr Arthur's views on politics, and not to be dictated to as what they ought to do in the matter of Unionism. They are quite as able to judge as one who only recently from the public platform favored government by autocracy, tempered with dynamite. The clap-trap about Capital and Labor assures us that he is not a friend to either. Mr Arthur is an admirer of the grinding monopolies that exist upon the flesh-blood of our fellow-creatures. All men, he says, in their turn become capitalists. We are astonished at such ignorance, and in all seriousness would advise Mr Arthur to read even contemporary history, and try and place himself on a level with the audience he addresses. [476, 243, 627, 1564]
special-to-standard: (SPECIAL TO THE STANDARD.) [976, 72, 1089, 81]
colonial-telegrams-heading: COLONIAL TELEGRAMS. [795, 776, 946, 788]
johnston-notice: DR JOHNSTON, Gladstone Road late residence of Dr Pollen, may be consulted daily between the hours of 9.30 and 10.30 a.m. and 6.30 and 7.30 p.m. [330, 1217, 469, 1264]
south-british-sub: Of New Zealand. [52, 1345, 116, 1355]
conference-heading: THE CONFERENCE. [978, 1109, 1087, 1120]
for-sale-heading: FOR SALE [208, 88, 287, 100]
nzloan-capital: Capital ............ £4,000,000 [32, 648, 136, 658]
agents-signature: JOHN W. BRIGHT, Agent [72, 1124, 165, 1134]
land-item: 3000 acres.—Freehold. On good dray road, 16 miles from Gisborne. 15 [172, 662, 323, 690]
paper-subtitle: AND COOK COUNTY GAZETTE [487, 154, 616, 164]
dap-prompt: PROMPT ACCOUNT SALES. [8, 1292, 160, 1303]
importations-heading: IMPORTATIONS [341, 60, 458, 76]
dap-title: DAVIES, AKROYD, & PORTER, [24, 1160, 144, 1191]
land-item: 426 acres Freehold, with 126 acres leasehold. All ploughed and laid down; on the flats. 13 [172, 562, 323, 591]
column-7 [951, 32, 1114, 1580]
dentist-body: Begs to inform his Patients that he will visit Gisborne on NOVEMBER 20th, and may be consulted as usual at Geo. Foster's Chemist, Gladstone Road, until 9 p.m. on Friday, December 5. [3, 1504, 165, 1551]
poem-line: Around that mighty centre stand. [330, 602, 456, 612]
british-foreign-body: The King of Holland is dead. Dr Koch's cure continues to cause great excitement. W. H. Smith resumes the leadership in the House of Commons. The survivors of H.M.S. Serpent complain that there was a great scarcity of life belts on board. The liabilities of Baring Bros. when pressure began was thirty-four millions. The London Standard says Parnell received the leadership of the Irish party on Gladstone's advice, and nominated Justin McCarthy to succeed him. A Catholic priest, speaking at the chapel in Hatton Garden, attacked Mr Parnell, and was mobbed when leaving the building. The British Labor Federation has already enrolled 600,000 members. The Marquis of Queensberry has offered to assist General Booth in his scheme. Mr Bradlaugh deprecates accepting the proposal. Sioux Indians massacred seven settlers, and hundreds of others are fleeing from their homes. The National Steam Shipping Company have commenced a co-operative system with regard to the dockers. At a public meeting in Cork, the Mayor refused to permit a motion to be put expressing confidence in Mr Parnell. The holders of New Plymouth Harbor Board bonds are appealing to the Council of Foreign Bondholders to intervene. The Dillon Bell proposes that the Agents-General for the various Australian colonies should join in commissioning an eminent physician to study the methods of Dr Koch's cure for consumption, and to obtain a quantity of lymph for use in the colonies. A forecast of the Queen's speech, to be delivered to Parliament, states that foreign relations are in a very satisfactory condition, and that a modus vivendi has been arranged with Portugal with respect to East African affairs. It is noticed that a satisfactory settlement is proposed between France and Newfoundland on the fisheries dispute, and also with Italy with regard to the African territory. The speech goes on to say that great improvement has taken place in the condition of Ireland, and the Government intend to alleviate the distress caused by the blight in the potato districts. Among the legislation promised are a Tithes Bill, Irish Land Purchase Bill, and Bill for giving assistance to education in private schools. The following measures will also be introduced if the opportunity presents:—Irish Local Government Bill, Public Health Bill, Saving Bank for Friendly Societies Bill, Employers' Liability Bill, Bill to provide for district Councils in England and Wales, Bill to facilitate the purchase of small holdings. [794, 150, 947, 765]
nzloan-body: THE COMPANY grants Loans on Stations, Stock, Growing Crops of Wool, Grass Seed, Grain, and other Produce, on specially advantageous terms. RECEIVES CONSIGNMENTS of Wool, Skins, Tallow, and Produce of every kind, for sale in New Zealand, Australian, and London markets, and undertakes the sale of Properties in all parts of the Colonies. Account Sales rendered, and proceeds are credited with the utmost regularity and promptitude. UNDERTAKES AGENCY BUSINESS for absentee Proprietors. Makes a speciality of the Frozen Meat Trade, and undertakes all agency work connected therewith. [3, 734, 165, 875]
rees-body-2: Mr Rees said he had given up the fight. [962, 706, 1111, 716]
practical-christianity-title: PRACTICAL CHRISTIANITY [203, 859, 292, 880]
divider [350, 123, 449, 124]
price-line: WATCH-GLASSES FITTED 6d. [330, 689, 461, 713]
largest-stock: LARGEST AND CHOICEST STOCK OF [344, 976, 455, 994]
caro-arrive: WILL ARRIVE IN GISBORNE EARLY IN JANUARY. [476, 91, 627, 110]
mail-item: For Tauranga and Auckland, per Omapere, on Friday, at 7.30 p.m. [3, 85, 165, 104]
grey-continued-note: is generally in politics. [642, 1843, 727, 1853]
dap-land-title: DAVIES, AKROYD, AND PORTER, [177, 34, 318, 55]
land-item: 2429 acres.—Is undulating country; light bush, with open patches of fern and grass; good soil; well watered. In the Waiapu district. 4 [172, 221, 323, 268]
also-label: Also,— [387, 1024, 412, 1033]
divider [330, 1118, 469, 1121]
divider [350, 300, 449, 301]
nzloan-indents: INDENTS UNDERTAKEN for British, Continental, East Indian, and American Goods on the most favourable terms, and all Station and Household Requisites purchased for clients at lowest wholesale rates. [3, 875, 165, 931]
south-british-capital: CAPITAL ............ £2,000,000 [29, 1355, 139, 1365]
practical-christianity-body-3: The works of Swedenborg and Minor Literature of the New Church can be obtained from Turner and Henderson, Hunter St. Sydney. [172, 1849, 323, 1887]
cook-agents: TOURIST AND PASSENGER AGENTS, [8, 498, 160, 518]
light-colored-prints: LIGHT COLORED PRINTS. [352, 217, 447, 246]
mail-item: For Te Karaka and Whatatutu, every Tuesday at 4 p.m., and arrive at Gisborne every Thursday at 11 a.m. [3, 244, 165, 272]
opotiki-date: OPOTIKI, yesterday. [877, 1297, 947, 1306]
masthead [0, 0, 1114, 28]
joyce-sale: Town and Country Lands for Sale, with Perfect Titles. [332, 1329, 467, 1347]
spring-summer: SPRING | 1890 | SUMMER. [342, 903, 457, 912]
poem-line: If you'll but give me time to speak, [330, 485, 460, 495]
french-cashmeres: FRENCH CASHMERES [358, 141, 441, 173]
one-case-label: ONE CASE [370, 97, 429, 108]
land-item: 200 acres.—Freehold. Flat, with 50 acres fully fenced. 6-roomed House. 11 miles from Gisborne. 600 sheep at valuation. 16 [172, 698, 323, 745]
public-challenge: PUBLIC CHALLENGE. [986, 49, 1079, 58]
dap-auctioneers: AUCTIONEERS, [30, 1208, 138, 1224]
